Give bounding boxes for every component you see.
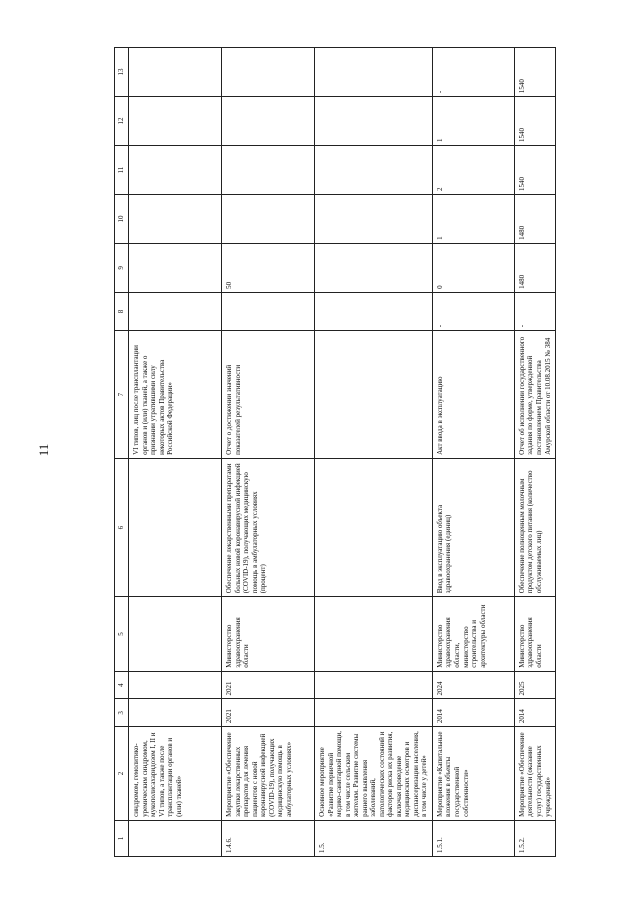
value-cell (315, 48, 433, 97)
reporting-document: Акт ввода в эксплуатацию (432, 331, 514, 459)
value-cell (315, 194, 433, 243)
value-cell (129, 146, 222, 195)
value-cell: 1 (432, 97, 514, 146)
header-cell: 1 (115, 820, 129, 856)
value-cell (315, 97, 433, 146)
end-year: 2024 (432, 671, 514, 699)
value-cell: 1480 (514, 243, 555, 292)
value-cell (222, 292, 315, 330)
header-cell: 12 (115, 97, 129, 146)
measure-name: Основное мероприятие «Развитие первичной медико-санитарной помощи, в том числе сельским жителям. Развитие системы раннего выявления заболеваний, патологических состояний и факторов риска их развития, включая проведение медицинских осмотров и диспансеризации населения, в том числе у детей» (315, 727, 433, 821)
row-number: 1.4.6. (222, 820, 315, 856)
row-number: 1.5.2. (514, 820, 555, 856)
end-year: 2025 (514, 671, 555, 699)
value-cell (222, 194, 315, 243)
value-cell: - (514, 292, 555, 330)
measure-name: Мероприятие «Обеспечение деятельности (оказание услуг) государственных учреждений» (514, 727, 555, 821)
value-cell (129, 48, 222, 97)
reporting-document: Отчет о достижении значений показателей результативности (222, 331, 315, 459)
value-cell: 1540 (514, 146, 555, 195)
row-number: 1.5.1. (432, 820, 514, 856)
measure-name: синдромом, гемолитико-уремическим синдромом, мукополисахаридозом I, II и VI типов, а также после трансплантации органов и (или) тканей» (129, 727, 222, 821)
value-cell (129, 97, 222, 146)
value-cell (315, 146, 433, 195)
start-year (129, 699, 222, 727)
table-row (315, 48, 433, 857)
header-cell: 9 (115, 243, 129, 292)
responsible-executor: Министерство здравоохранения области (514, 597, 555, 672)
header-cell: 6 (115, 458, 129, 596)
end-year (315, 671, 433, 699)
value-cell: 1540 (514, 97, 555, 146)
value-cell: 1480 (514, 194, 555, 243)
indicator-name: Обеспечение полноценным молочным продуктом детского питания (количество обслуживаемых лиц) (514, 458, 555, 596)
value-cell (315, 243, 433, 292)
header-cell: 4 (115, 671, 129, 699)
reporting-document (315, 331, 433, 459)
measure-name: Мероприятие «Капитальные вложения в объекты государственной собственности» (432, 727, 514, 821)
header-row (115, 48, 129, 857)
value-cell: - (432, 292, 514, 330)
responsible-executor: Министерство здравоохранения области (222, 597, 315, 672)
rotated-table-container (114, 47, 552, 857)
value-cell: 2 (432, 146, 514, 195)
responsible-executor (129, 597, 222, 672)
start-year: 2014 (432, 699, 514, 727)
table-row (432, 48, 514, 857)
header-cell: 3 (115, 699, 129, 727)
value-cell (222, 97, 315, 146)
value-cell: - (432, 48, 514, 97)
end-year: 2021 (222, 671, 315, 699)
table-row (129, 48, 222, 857)
value-cell (315, 292, 433, 330)
row-number: 1.5. (315, 820, 433, 856)
row-number (129, 820, 222, 856)
measure-name: Мероприятие «Обеспечение закупки лекарственных препаратов для лечения пациентов с новой коронавирусной инфекцией (COVID-19), получающих медицинскую помощь в амбулаторных условиях» (222, 727, 315, 821)
indicator-name (129, 458, 222, 596)
program-measures-table (114, 47, 556, 857)
indicator-name (315, 458, 433, 596)
start-year: 2021 (222, 699, 315, 727)
responsible-executor (315, 597, 433, 672)
header-cell: 2 (115, 727, 129, 821)
value-cell: 1540 (514, 48, 555, 97)
header-cell: 13 (115, 48, 129, 97)
end-year (129, 671, 222, 699)
value-cell (129, 243, 222, 292)
table-row (222, 48, 315, 857)
value-cell (222, 48, 315, 97)
value-cell: 1 (432, 194, 514, 243)
header-cell: 11 (115, 146, 129, 195)
indicator-name: Ввод в эксплуатацию объекта здравоохранения (единиц) (432, 458, 514, 596)
table-row (514, 48, 555, 857)
start-year: 2014 (514, 699, 555, 727)
value-cell (222, 146, 315, 195)
indicator-name: Обеспечение лекарственными препаратами больных новой коронавирусной инфекцией (COVID-19), получающих медицинскую помощь в амбулаторных условиях (процент) (222, 458, 315, 596)
header-cell: 8 (115, 292, 129, 330)
reporting-document: VI типов, лиц после трансплантации органов и (или) тканей, а также о признании утратившими силу некоторых актов Правительства Российской Федерации» (129, 331, 222, 459)
header-cell: 10 (115, 194, 129, 243)
value-cell: 50 (222, 243, 315, 292)
header-cell: 7 (115, 331, 129, 459)
header-cell: 5 (115, 597, 129, 672)
value-cell: 0 (432, 243, 514, 292)
reporting-document: Отчет об исполнении государственного задания по форме, утвержденной постановлением Правительства Амурской области от 10.08.2015 № 384 (514, 331, 555, 459)
responsible-executor: Министерство здравоохранения области, министерство строительства и архитектуры области (432, 597, 514, 672)
page-number: 11 (36, 443, 51, 457)
value-cell (129, 194, 222, 243)
value-cell (129, 292, 222, 330)
start-year (315, 699, 433, 727)
